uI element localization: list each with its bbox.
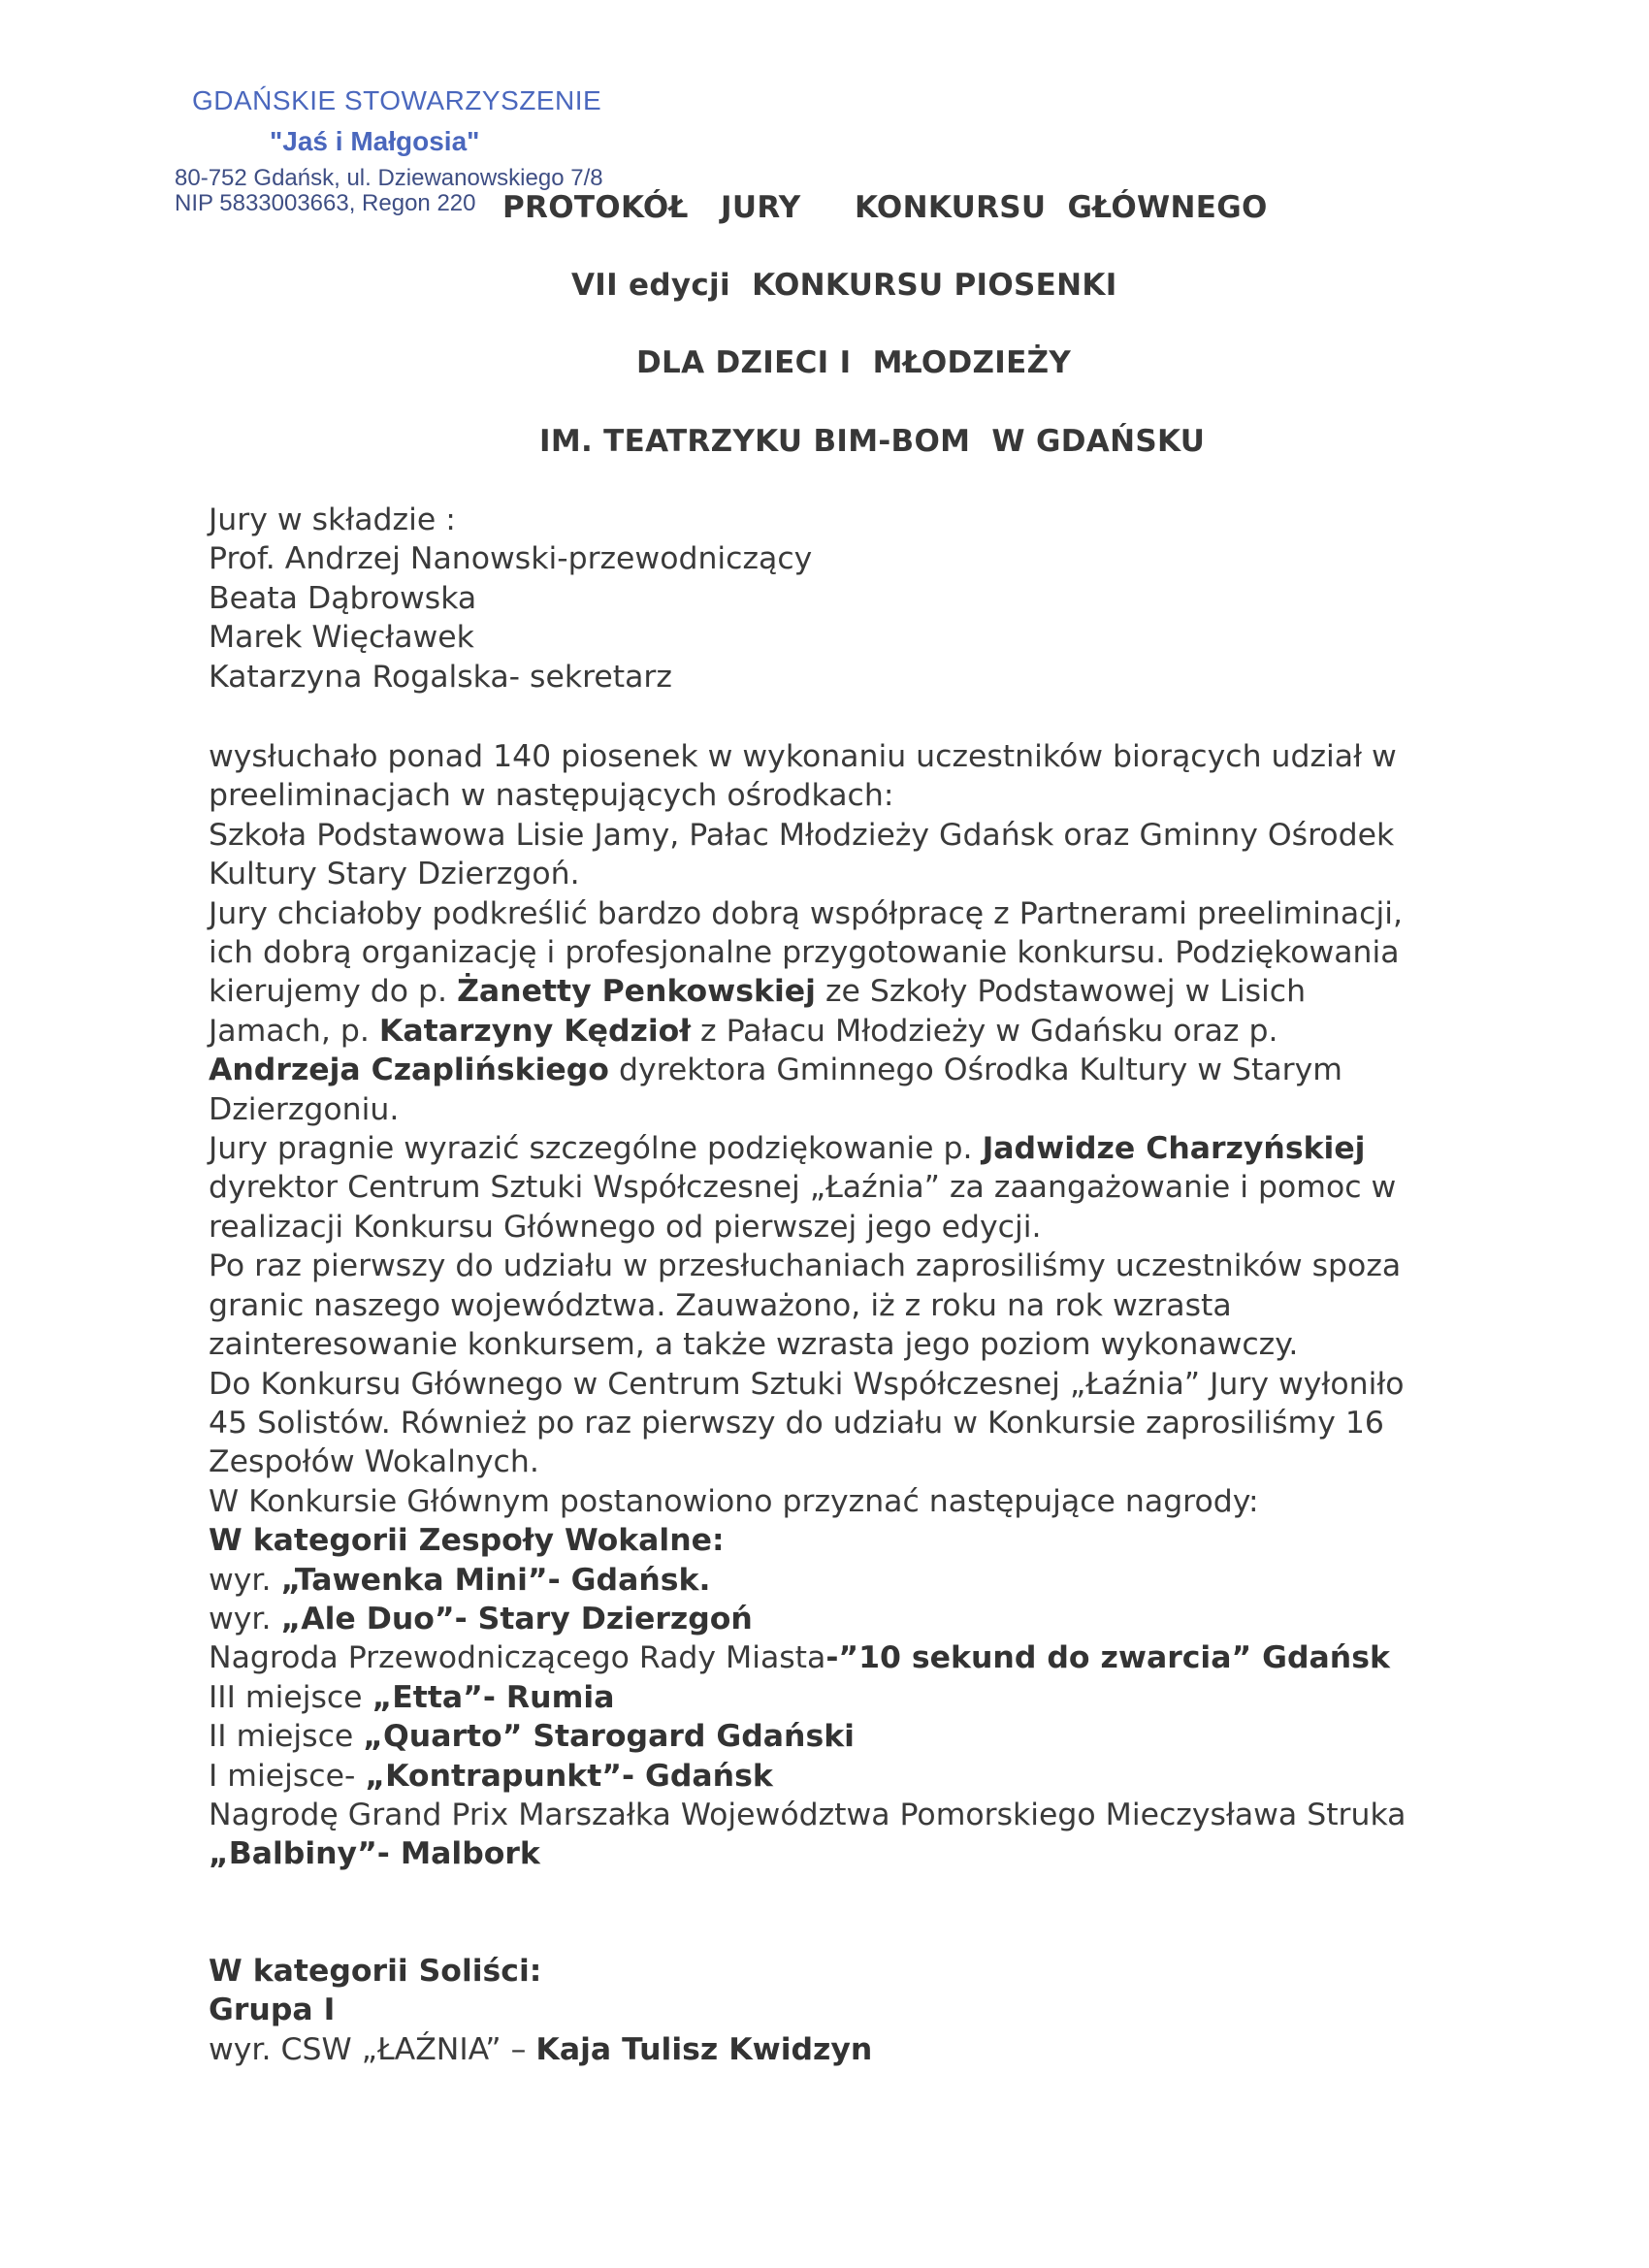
award-label: wyr. [209, 1562, 281, 1598]
body-line: Dzierzgoniu. [209, 1091, 400, 1127]
body-line [209, 1051, 1508, 1089]
jury-member: Marek Więcławek [209, 620, 474, 656]
award-label: I miejsce- [209, 1758, 366, 1794]
body-line: granic naszego województwa. Zauważono, iż z roku na rok wzrasta [209, 1287, 1232, 1323]
body-text: dyrektora Gminnego Ośrodka Kultury w Starym [608, 1053, 1342, 1088]
award-winner: „Etta”- Rumia [372, 1679, 615, 1715]
category-heading-ensembles: W kategorii Zespoły Wokalne: [209, 1523, 725, 1559]
award-winner: „Ale Duo”- Stary Dzierzgoń [280, 1601, 753, 1636]
award-line [209, 1638, 1508, 1677]
body-line: Kultury Stary Dzierzgoń. [209, 857, 580, 892]
jury-composition [209, 501, 1508, 697]
body-text: Jury pragnie wyrazić szczególne podziękowanie p. [209, 1131, 983, 1167]
document-title-line-3: DLA DZIECI I MŁODZIEŻY [636, 345, 1072, 380]
bold-name: Jadwidze Charzyńskiej [982, 1131, 1366, 1167]
body-line: zainteresowanie konkursem, a także wzrasta jego poziom wykonawczy. [209, 1327, 1299, 1363]
body-line: Zespołów Wokalnych. [209, 1444, 539, 1480]
body-text: z Pałacu Młodzieży w Gdańsku oraz p. [691, 1013, 1278, 1049]
award-winner: „Quarto” Starogard Gdański [363, 1719, 855, 1755]
body-line: realizacji Konkursu Głównego od pierwszej jego edycji. [209, 1209, 1042, 1245]
award-winner: „Balbiny”- Malbork [209, 1836, 540, 1872]
jury-member: Prof. Andrzej Nanowski-przewodniczący [209, 541, 813, 577]
award-label: Nagroda Przewodniczącego Rady Miasta [209, 1640, 826, 1676]
body-text: kierujemy do p. [209, 974, 458, 1010]
stamp-line-address: 80-752 Gdańsk, ul. Dziewanowskiego 7/8 [175, 165, 603, 191]
group-heading: Grupa I [209, 1993, 336, 2028]
award-line [209, 1757, 1508, 1796]
body-text: Jamach, p. [209, 1013, 379, 1049]
bold-name: Żanetty Penkowskiej [457, 974, 816, 1010]
jury-member: Beata Dąbrowska [209, 580, 477, 616]
body-line: preeliminacjach w następujących ośrodkach: [209, 778, 894, 814]
body-text: ze Szkoły Podstawowej w Lisich [815, 974, 1307, 1010]
award-line: Nagrodę Grand Prix Marszałka Województwa Pomorskiego Mieczysława Struka [209, 1797, 1406, 1832]
stamp-line-name: GDAŃSKIE STOWARZYSZENIE [192, 85, 602, 115]
body-line: dyrektor Centrum Sztuki Współczesnej „Łaźnia” za zaangażowanie i pomoc w [209, 1170, 1397, 1206]
body-line: Szkoła Podstawowa Lisie Jamy, Pałac Młodzieży Gdańsk oraz Gminny Ośrodek [209, 817, 1395, 853]
body-line [209, 1012, 1508, 1051]
body-line: ich dobrą organizację i profesjonalne przygotowanie konkursu. Podziękowania [209, 935, 1400, 971]
body-line [209, 1129, 1508, 1168]
bold-name: Andrzeja Czaplińskiego [209, 1053, 609, 1088]
jury-member: Katarzyna Rogalska- sekretarz [209, 659, 672, 695]
award-label: wyr. [209, 1601, 281, 1636]
document-title-line-2: VII edycji KONKURSU PIOSENKI [571, 268, 1117, 303]
award-line [209, 1561, 1508, 1600]
category-heading-soloists: W kategorii Soliści: [209, 1953, 542, 1989]
award-line [209, 1600, 1508, 1638]
award-line [209, 1717, 1508, 1756]
award-winner: „Kontrapunkt”- Gdańsk [365, 1758, 773, 1794]
award-winner: Kaja Tulisz Kwidzyn [535, 2031, 873, 2067]
award-winner: „Tawenka Mini”- Gdańsk. [280, 1562, 711, 1598]
body-line: 45 Solistów. Również po raz pierwszy do udziału w Konkursie zaprosiliśmy 16 [209, 1405, 1384, 1441]
body-line: Do Konkursu Głównego w Centrum Sztuki Współczesnej „Łaźnia” Jury wyłoniło [209, 1366, 1405, 1402]
body-line: wysłuchało ponad 140 piosenek w wykonaniu uczestników biorących udział w [209, 739, 1397, 774]
award-line [209, 2030, 1508, 2069]
body-line: W Konkursie Głównym postanowiono przyznać następujące nagrody: [209, 1483, 1259, 1519]
award-winner: -”10 sekund do zwarcia” Gdańsk [825, 1640, 1390, 1676]
bold-name: Katarzyny Kędzioł [378, 1013, 692, 1049]
stamp-line-quote: "Jaś i Małgosia" [270, 126, 480, 156]
stamp-line-nip: NIP 5833003663, Regon 220 [175, 190, 476, 216]
section-gap [209, 1874, 1508, 1952]
award-label: II miejsce [209, 1719, 364, 1755]
document-title-line-1: PROTOKÓŁ JURY KONKURSU GŁÓWNEGO [502, 190, 1268, 225]
document-title-line-4: IM. TEATRZYKU BIM-BOM W GDAŃSKU [539, 424, 1206, 459]
body-line [209, 972, 1508, 1011]
body-line: Jury chciałoby podkreślić bardzo dobrą współpracę z Partnerami preeliminacji, [209, 895, 1404, 931]
award-line [209, 1678, 1508, 1717]
body-line: Po raz pierwszy do udziału w przesłuchaniach zaprosiliśmy uczestników spoza [209, 1248, 1402, 1284]
protocol-body [209, 737, 1508, 2069]
jury-heading: Jury w składzie : [209, 502, 456, 537]
award-label: wyr. CSW „ŁAŹNIA” – [209, 2031, 536, 2067]
award-label: III miejsce [209, 1679, 372, 1715]
